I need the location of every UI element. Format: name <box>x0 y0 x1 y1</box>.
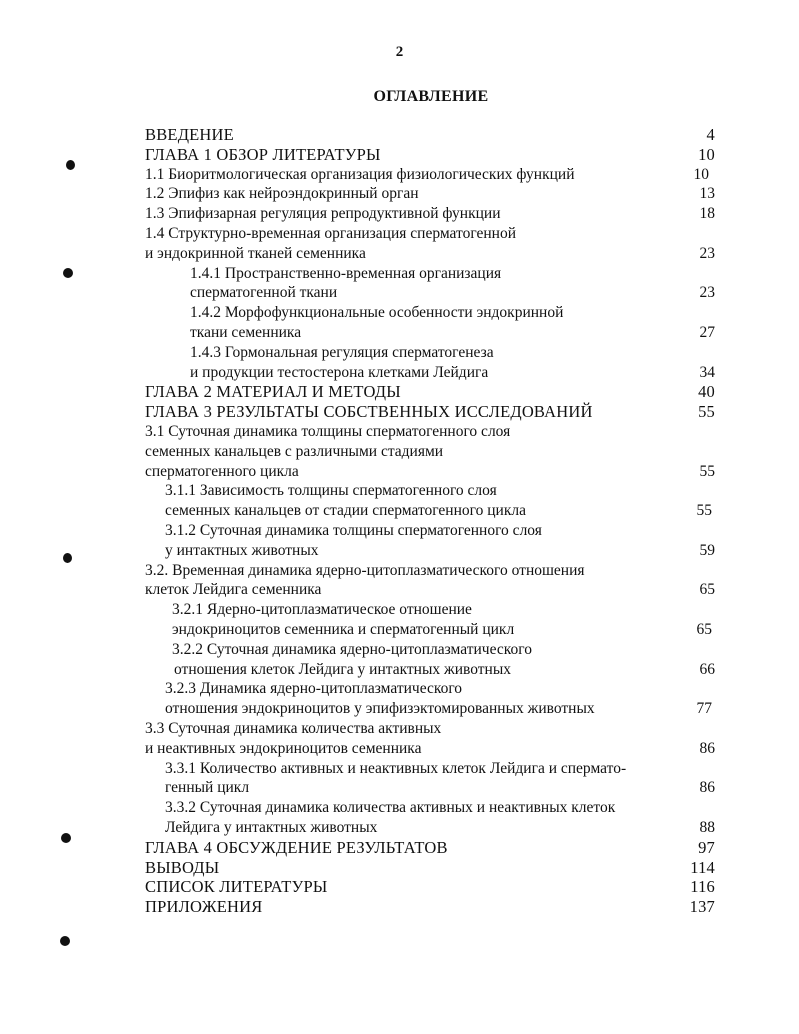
toc-entry <box>0 798 799 818</box>
toc-entry <box>0 303 799 323</box>
toc-entry <box>0 600 799 620</box>
toc-entry-title: 3.1.1 Зависимость толщины сперматогенного слоя <box>165 482 497 499</box>
scan-mark <box>60 936 70 946</box>
toc-entry-title: и продукции тестостерона клетками Лейдига <box>190 364 489 381</box>
toc-entry-page: 88 <box>699 819 715 836</box>
toc-entry-page: 86 <box>699 740 715 757</box>
toc-entry <box>0 363 799 383</box>
toc-entry-title: клеток Лейдига семенника <box>145 581 322 598</box>
toc-entry-title: сперматогенной ткани <box>190 284 338 301</box>
toc-entry <box>0 422 799 442</box>
toc-entry <box>0 462 799 482</box>
page-title: ОГЛАВЛЕНИЕ <box>373 88 489 105</box>
toc-entry <box>0 778 799 798</box>
toc-entry-title: 3.2. Временная динамика ядерно-цитоплазматического отношения <box>145 562 585 579</box>
toc-entry-title: у интактных животных <box>165 542 319 559</box>
toc-entry-page: 66 <box>699 661 715 678</box>
toc-entry-page: 97 <box>698 838 715 857</box>
toc-entry-title: отношения эндокриноцитов у эпифизэктомированных животных <box>165 700 595 717</box>
toc-entry <box>0 442 799 462</box>
toc-entry-title: 1.4.3 Гормональная регуляция сперматогенеза <box>190 344 494 361</box>
toc-entry-title: сперматогенного цикла <box>145 463 299 480</box>
toc-entry-title: ГЛАВА 1 ОБЗОР ЛИТЕРАТУРЫ <box>145 145 381 164</box>
toc-entry <box>0 699 799 719</box>
toc-entry-page: 40 <box>698 382 715 401</box>
toc-entry <box>0 382 799 402</box>
toc-entry-page: 65 <box>696 621 712 638</box>
toc-entry-page: 13 <box>699 185 715 202</box>
toc-entry <box>0 125 799 145</box>
toc-entry <box>0 561 799 581</box>
toc-entry <box>0 739 799 759</box>
toc-entry-page: 116 <box>690 877 715 896</box>
toc-entry <box>0 481 799 501</box>
toc-entry-title: 1.4 Структурно-временная организация сперматогенной <box>145 225 517 242</box>
toc-entry-page: 55 <box>696 502 712 519</box>
toc-entry <box>0 264 799 284</box>
toc-entry-page: 86 <box>699 779 715 796</box>
toc-entry-title: ГЛАВА 2 МАТЕРИАЛ И МЕТОДЫ <box>145 382 401 401</box>
toc-entry-title: 3.2.3 Динамика ядерно-цитоплазматического <box>165 680 463 697</box>
toc-entry <box>0 165 799 185</box>
toc-entry-page: 114 <box>690 858 715 877</box>
toc-entry <box>0 283 799 303</box>
toc-entry-page: 10 <box>693 166 709 183</box>
toc-entry-title: ГЛАВА 4 ОБСУЖДЕНИЕ РЕЗУЛЬТАТОВ <box>145 838 448 857</box>
toc-entry <box>0 679 799 699</box>
scan-mark <box>63 268 73 278</box>
toc-entry-title: Лейдига у интактных животных <box>165 819 378 836</box>
toc-entry <box>0 145 799 165</box>
toc-entry-title: семенных канальцев с различными стадиями <box>145 443 444 460</box>
toc-entry-title: ГЛАВА 3 РЕЗУЛЬТАТЫ СОБСТВЕННЫХ ИССЛЕДОВАНИЙ <box>145 402 593 421</box>
toc-entry-title: 3.3.1 Количество активных и неактивных клеток Лейдига и спермато- <box>165 760 627 777</box>
toc-entry-page: 55 <box>698 402 715 421</box>
toc-entry-title: 3.2.2 Суточная динамика ядерно-цитоплазматического <box>172 641 532 658</box>
scan-mark <box>63 553 72 563</box>
toc-entry <box>0 184 799 204</box>
toc-entry-title: ПРИЛОЖЕНИЯ <box>145 897 263 916</box>
toc-entry-title: 1.4.2 Морфофункциональные особенности эндокринной <box>190 304 564 321</box>
toc-entry-title: ткани семенника <box>190 324 302 341</box>
toc-entry-title: 1.4.1 Пространственно-временная организация <box>190 265 502 282</box>
toc-entry-title: семенных канальцев от стадии сперматогенного цикла <box>165 502 526 519</box>
toc-entry-page: 18 <box>699 205 715 222</box>
toc-entry <box>0 897 799 917</box>
toc-entry-page: 65 <box>699 581 715 598</box>
toc-entry-page: 4 <box>706 125 715 144</box>
toc-entry-page: 34 <box>699 364 715 381</box>
toc-entry-page: 137 <box>689 897 715 916</box>
toc-entry-title: отношения клеток Лейдига у интактных животных <box>174 661 512 678</box>
toc-entry <box>0 501 799 521</box>
toc-entry <box>0 402 799 422</box>
toc-entry <box>0 858 799 878</box>
toc-entry-title: и эндокринной тканей семенника <box>145 245 366 262</box>
toc-entry <box>0 759 799 779</box>
toc-entry-title: эндокриноцитов семенника и сперматогенный цикл <box>172 621 515 638</box>
toc-entry <box>0 323 799 343</box>
scan-mark <box>66 160 75 170</box>
toc-entry <box>0 838 799 858</box>
page-number: 2 <box>395 44 404 60</box>
toc-entry <box>0 620 799 640</box>
toc-entry-title: 3.3 Суточная динамика количества активных <box>145 720 442 737</box>
toc-entry-title: 3.1 Суточная динамика толщины сперматогенного слоя <box>145 423 511 440</box>
toc-entry-page: 23 <box>699 284 715 301</box>
toc-entry <box>0 580 799 600</box>
toc-entry <box>0 877 799 897</box>
toc-entry-page: 10 <box>698 145 715 164</box>
toc-entry-title: 1.1 Биоритмологическая организация физиологических функций <box>145 166 575 183</box>
toc-entry <box>0 640 799 660</box>
toc-entry <box>0 224 799 244</box>
toc-entry-title: 3.1.2 Суточная динамика толщины сперматогенного слоя <box>165 522 542 539</box>
toc-entry-page: 27 <box>699 324 715 341</box>
toc-entry-title: и неактивных эндокриноцитов семенника <box>145 740 422 757</box>
toc-entry-title: 3.2.1 Ядерно-цитоплазматическое отношение <box>172 601 472 618</box>
toc-entry <box>0 541 799 561</box>
scan-mark <box>61 833 71 843</box>
toc-entry-title: генный цикл <box>165 779 250 796</box>
toc-entry <box>0 660 799 680</box>
toc-entry-title: СПИСОК ЛИТЕРАТУРЫ <box>145 877 328 896</box>
toc-entry <box>0 204 799 224</box>
toc-entry <box>0 719 799 739</box>
toc-entry <box>0 521 799 541</box>
toc-entry-title: 3.3.2 Суточная динамика количества активных и неактивных клеток <box>165 799 616 816</box>
toc-entry <box>0 818 799 838</box>
toc-entry-title: 1.2 Эпифиз как нейроэндокринный орган <box>145 185 419 202</box>
toc-entry-page: 23 <box>699 245 715 262</box>
toc-entry-title: ВВЕДЕНИЕ <box>145 125 234 144</box>
toc-entry-page: 59 <box>699 542 715 559</box>
toc-entry <box>0 343 799 363</box>
toc-entry-title: ВЫВОДЫ <box>145 858 220 877</box>
toc-entry-title: 1.3 Эпифизарная регуляция репродуктивной функции <box>145 205 501 222</box>
toc-entry <box>0 244 799 264</box>
toc-entry-page: 77 <box>696 700 712 717</box>
toc-entry-page: 55 <box>699 463 715 480</box>
